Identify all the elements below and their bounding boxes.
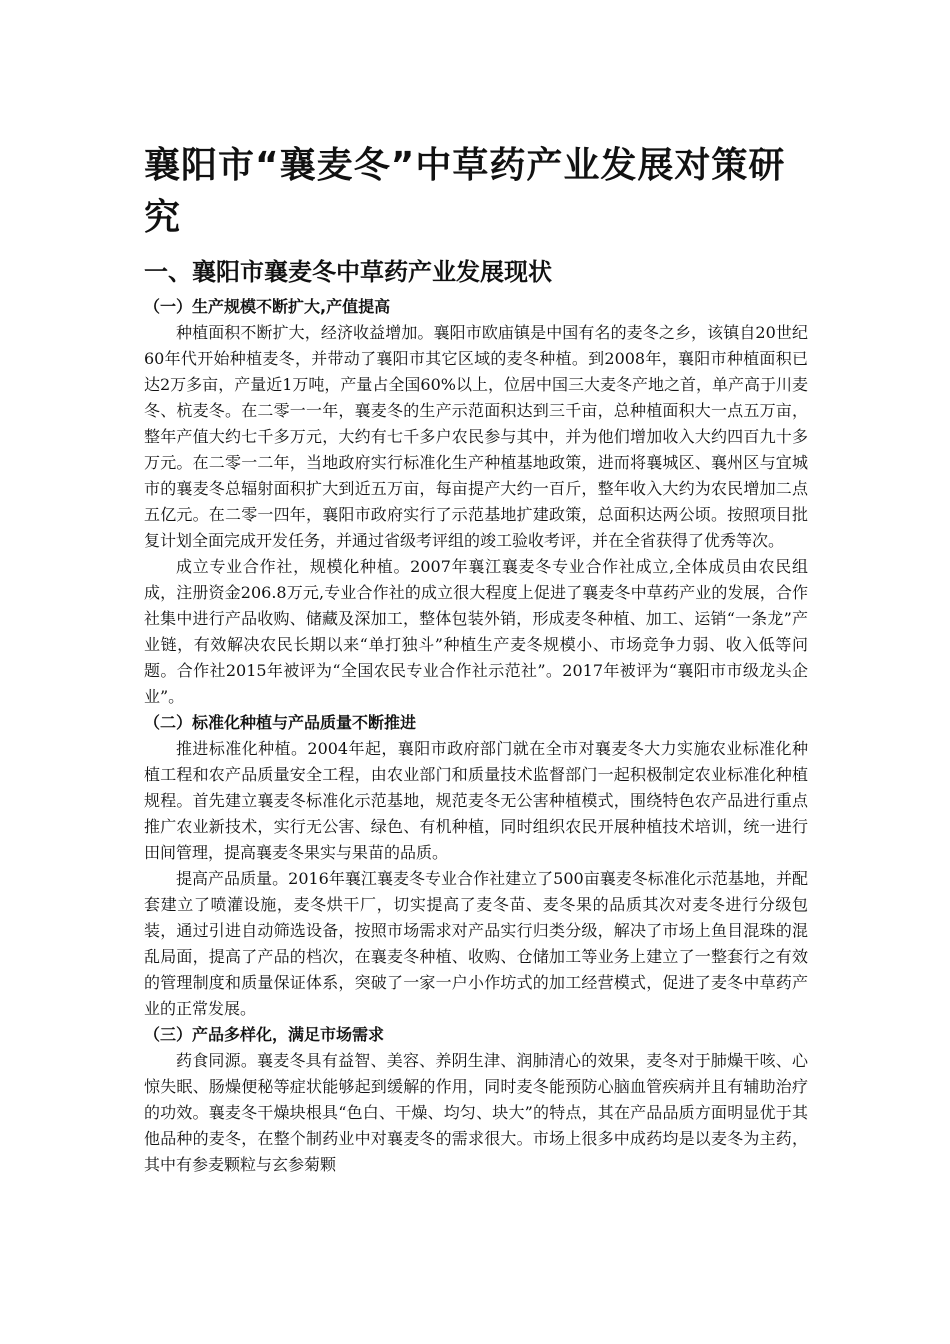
document-page xyxy=(144,140,808,1178)
subsection-heading-1: （一）生产规模不断扩大,产值提高 xyxy=(144,297,391,316)
paragraph: 推进标准化种植。2004年起，襄阳市政府部门就在全市对襄麦冬大力实施农业标准化种植工程和农产品质量安全工程，由农业部门和质量技术监督部门一起积极制定农业标准化种植规程。首先建立襄麦冬标准化示范基地，规范麦冬无公害种植模式，围绕特色农产品进行重点推广农业新技术，实行无公害、绿色、有机种植，同时组织农民开展种植技术培训，统一进行田间管理，提高襄麦冬果实与果苗的品质。 xyxy=(144,739,808,862)
paragraph: 药食同源。襄麦冬具有益智、美容、养阴生津、润肺清心的效果，麦冬对于肺燥干咳、心惊失眠、肠燥便秘等症状能够起到缓解的作用，同时麦冬能预防心脑血管疾病并且有辅助治疗的功效。襄麦冬干燥块根具“色白、干燥、均匀、块大”的特点，其在产品品质方面明显优于其他品种的麦冬，在整个制药业中对襄麦冬的需求很大。市场上很多中成药均是以麦冬为主药，其中有参麦颗粒与玄参菊颗 xyxy=(144,1051,808,1174)
section-heading-1: 一、襄阳市襄麦冬中草药产业发展现状 xyxy=(144,258,552,286)
paragraph: 种植面积不断扩大，经济收益增加。襄阳市欧庙镇是中国有名的麦冬之乡，该镇自20世纪60年代开始种植麦冬，并带动了襄阳市其它区域的麦冬种植。到2008年，襄阳市种植面积已达2万多亩，产量近1万吨，产量占全国60%以上，位居中国三大麦冬产地之首，单产高于川麦冬、杭麦冬。在二零一一年，襄麦冬的生产示范面积达到三千亩，总种植面积大一点五万亩，整年产值大约七千多万元，大约有七千多户农民参与其中，并为他们增加收入大约四百九十多万元。在二零一二年，当地政府实行标准化生产种植基地政策，进而将襄城区、襄州区与宜城市的襄麦冬总辐射面积扩大到近五万亩，每亩提产大约一百斤，整年收入大约为农民增加二点五亿元。在二零一四年，襄阳市政府实行了示范基地扩建政策，总面积达两公顷。按照项目批复计划全面完成开发任务，并通过省级考评组的竣工验收考评，并在全省获得了优秀等次。 xyxy=(144,323,808,550)
paragraph: 提高产品质量。2016年襄江襄麦冬专业合作社建立了500亩襄麦冬标准化示范基地，并配套建立了喷灌设施，麦冬烘干厂，切实提高了麦冬苗、麦冬果的品质其次对麦冬进行分级包装，通过引进自动筛选设备，按照市场需求对产品实行归类分级，解决了市场上鱼目混珠的混乱局面，提高了产品的档次，在襄麦冬种植、收购、仓储加工等业务上建立了一整套行之有效的管理制度和质量保证体系，突破了一家一户小作坊式的加工经营模式，促进了麦冬中草药产业的正常发展。 xyxy=(144,869,808,1018)
document-title: 襄阳市“襄麦冬”中草药产业发展对策研究 xyxy=(144,145,786,238)
subsection-heading-3: （三）产品多样化，满足市场需求 xyxy=(144,1025,385,1044)
subsection-heading-2: （二）标准化种植与产品质量不断推进 xyxy=(144,713,417,732)
paragraph: 成立专业合作社，规模化种植。2007年襄江襄麦冬专业合作社成立,全体成员由农民组成，注册资金206.8万元,专业合作社的成立很大程度上促进了襄麦冬中草药产业的发展，合作社集中进行产品收购、储藏及深加工，整体包装外销，形成麦冬种植、加工、运销“一条龙”产业链，有效解决农民长期以来“单打独斗”种植生产麦冬规模小、市场竞争力弱、收入低等问题。合作社2015年被评为“全国农民专业合作社示范社”。2017年被评为“襄阳市市级龙头企业”。 xyxy=(144,557,808,706)
